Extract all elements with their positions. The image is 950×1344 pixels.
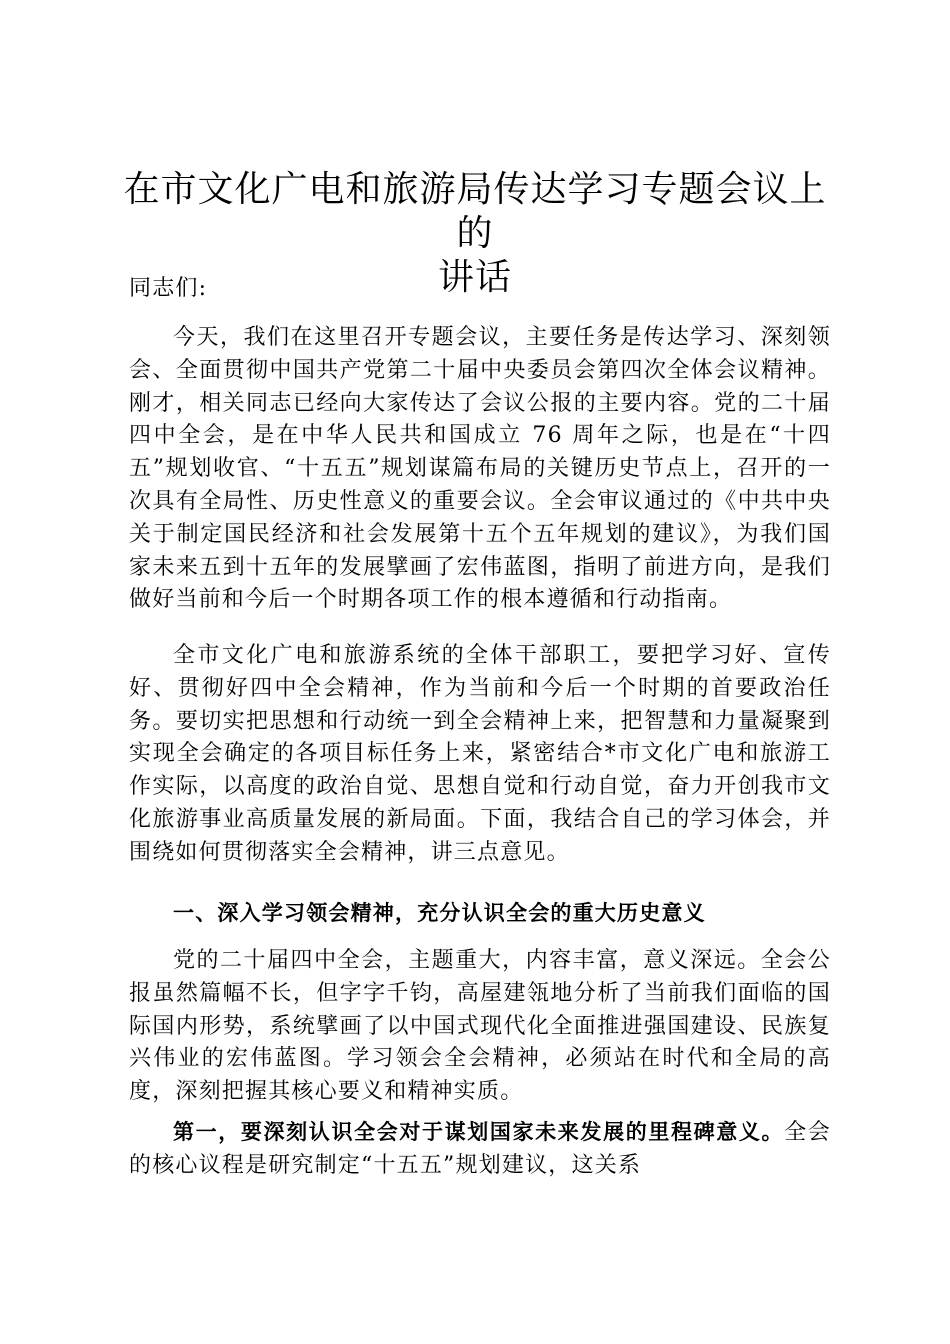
title-line-2: 讲话 — [437, 257, 512, 298]
section-heading-1: 一、深入学习领会精神，充分认识全会的重大历史意义 — [173, 901, 706, 925]
first-point-lead: 第一，要深刻认识全会对于谋划国家未来发展的里程碑意义。 — [173, 1120, 785, 1144]
paragraph-intro: 今天，我们在这里召开专题会议，主要任务是传达学习、深刻领会、全面贯彻中国共产党第二十届中央委员会第四次全体会议精神。刚才，相关同志已经向大家传达了会议公报的主要内容。党的二十届四中全会，是在中华人民共和国成立 76 周年之际，也是在“十四五”规划收官、“十五五”规划谋篇布局的关键历史节点上，召开的一次具有全局性、历史性意义的重要会议。全会审议通过的《中共中央关于制定国民经济和社会发展第十五个五年规划的建议》，为我们国家未来五到十五年的发展擘画了宏伟蓝图，指明了前进方向，是我们做好当前和今后一个时期各项工作的根本遵循和行动指南。 — [129, 325, 831, 613]
paragraph-system-tasks: 全市文化广电和旅游系统的全体干部职工，要把学习好、宣传好、贯彻好四中全会精神，作为当前和今后一个时期的首要政治任务。要切实把思想和行动统一到全会精神上来，把智慧和力量凝聚到实现全会确定的各项目标任务上来，紧密结合*市文化广电和旅游工作实际，以高度的政治自觉、思想自觉和行动自觉，奋力开创我市文化旅游事业高质量发展的新局面。下面，我结合自己的学习体会，并围绕如何贯彻落实全会精神，讲三点意见。 — [129, 643, 831, 865]
paragraph-plenum-significance: 党的二十届四中全会，主题重大，内容丰富，意义深远。全会公报虽然篇幅不长，但字字千钧，高屋建瓴地分析了当前我们面临的国际国内形势，系统擘画了以中国式现代化全面推进强国建设、民族复兴伟业的宏伟蓝图。学习领会全会精神，必须站在时代和全局的高度，深刻把握其核心要义和精神实质。 — [129, 948, 831, 1105]
paragraph-first-point — [129, 1116, 831, 1183]
first-point-text: 全会的核心议程是研究制定“十五五”规划建议，这关系 — [129, 1120, 831, 1178]
title-line-1: 在市文化广电和旅游局传达学习专题会议上的 — [123, 169, 827, 254]
salutation: 同志们: — [129, 276, 208, 301]
